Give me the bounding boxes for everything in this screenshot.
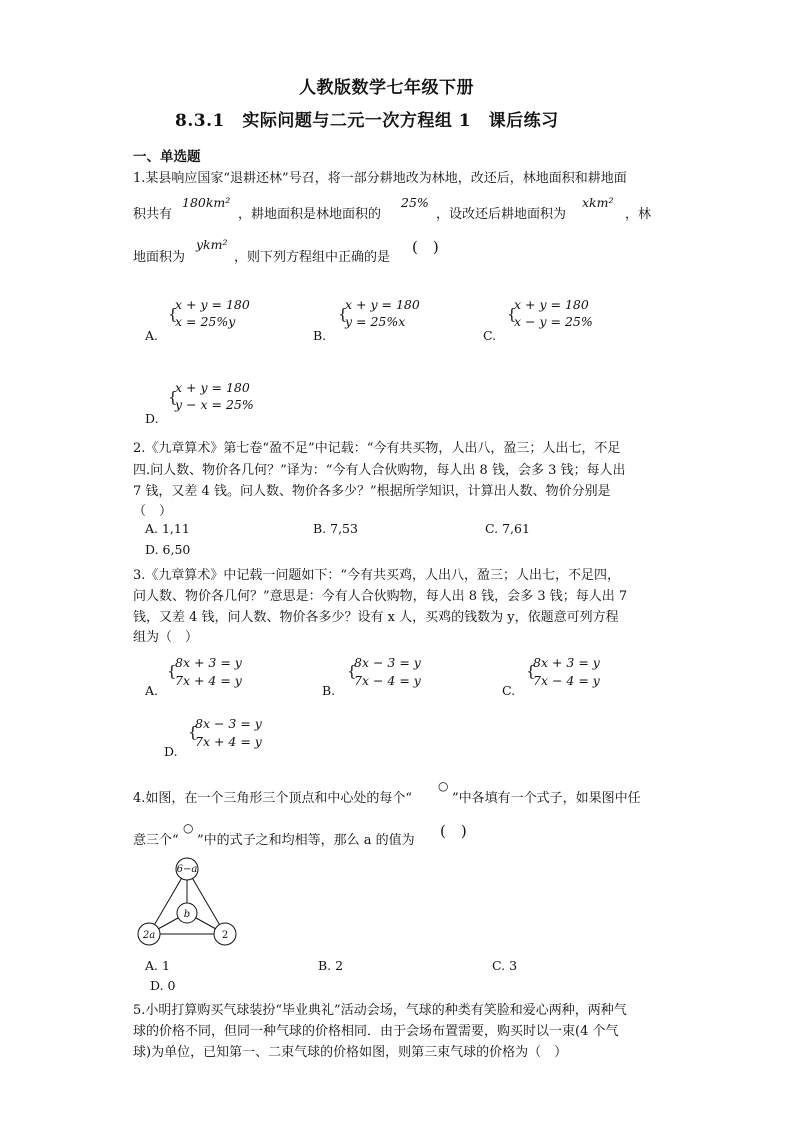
q4-line-2b: ”中的式子之和均相等，那么 a 的值为 <box>197 833 415 848</box>
option-label: C. <box>502 683 516 698</box>
q4-line-2a: 意三个“ <box>133 833 179 848</box>
q1-answer-paren: ( ) <box>412 238 439 256</box>
option-label: C. <box>483 328 497 343</box>
q3-line-2: 问人数、物价各几何？”意思是：今有人合伙购物，每人出 8 钱，会多 3 钱；每人出 7 <box>133 589 628 604</box>
equation-2: 7x + 4 = y <box>195 734 262 749</box>
equation-2: y = 25%x <box>345 314 406 329</box>
circle-symbol-icon: ○ <box>183 821 194 835</box>
q1-line-2c: ，设改还后耕地面积为 <box>436 207 567 222</box>
q2-option-d[interactable]: D. 6,50 <box>145 542 191 557</box>
brace-icon: { <box>188 723 198 741</box>
q5-line-1: 5.小明打算购买气球装扮“毕业典礼”活动会场，气球的种类有笑脸和爱心两种，两种气 <box>133 1003 627 1018</box>
q4-answer-paren: ( ) <box>440 822 467 840</box>
equation-1: x + y = 180 <box>345 297 420 312</box>
q2-line-2: 四.问人数、物价各几何？”译为：“今有人合伙购物，每人出 8 钱，会多 3 钱；每人出 <box>133 463 626 478</box>
right-vertex-label: 2 <box>221 930 229 941</box>
q2-line-1: 2.《九章算术》第七卷“盈不足”中记载：“今有共买物，人出八，盈三；人出七，不足 <box>133 441 621 456</box>
option-label: B. <box>313 328 327 343</box>
left-vertex-label: 2a <box>142 930 156 941</box>
triangle-figure <box>133 852 243 952</box>
q2-option-a[interactable]: A. 1,11 <box>145 521 190 536</box>
q1-line-3b: ，则下列方程组中正确的是 <box>234 250 391 265</box>
circle-symbol-icon: ○ <box>438 779 449 793</box>
q2-option-b[interactable]: B. 7,53 <box>313 521 358 536</box>
q1-line-1: 1.某县响应国家“退耕还林”号召，将一部分耕地改为林地，改还后，林地面积和耕地面 <box>133 171 627 186</box>
q1-line-2d: ，林 <box>625 207 652 222</box>
brace-icon: { <box>507 305 517 323</box>
q4-option-c[interactable]: C. 3 <box>492 958 518 973</box>
top-vertex-label: 6−a <box>176 864 198 875</box>
equation-1: 8x − 3 = y <box>195 716 262 731</box>
equation-1: 8x + 3 = y <box>533 655 600 670</box>
q5-line-3: 球)为单位，已知第一、二束气球的价格如图，则第三束气球的价格为（ ） <box>133 1045 568 1060</box>
option-label: B. <box>322 683 336 698</box>
brace-icon: { <box>347 662 357 680</box>
equation-1: x + y = 180 <box>175 297 250 312</box>
equation-2: 7x − 4 = y <box>354 673 421 688</box>
q3-line-4: 组为（ ） <box>133 630 199 645</box>
equation-2: x = 25%y <box>175 314 236 329</box>
q3-line-1: 3.《九章算术》中记载一问题如下：“今有共买鸡，人出八，盈三；人出七，不足四， <box>133 568 621 583</box>
q2-option-c[interactable]: C. 7,61 <box>485 521 530 536</box>
q4-line-1b: ”中各填有一个式子，如果图中任 <box>452 791 641 806</box>
brace-icon: { <box>338 305 348 323</box>
equation-1: 8x + 3 = y <box>175 655 242 670</box>
equation-1: 8x − 3 = y <box>354 655 421 670</box>
q4-option-d[interactable]: D. 0 <box>150 978 176 993</box>
equation-2: x − y = 25% <box>514 314 593 329</box>
brace-icon: { <box>167 662 177 680</box>
brace-icon: { <box>168 305 178 323</box>
q4-line-1a: 4.如图，在一个三角形三个顶点和中心处的每个“ <box>133 791 413 806</box>
q5-line-2: 球的价格不同，但同一种气球的价格相同．由于会场布置需要，购买时以一束(4 个气 <box>133 1024 619 1039</box>
equation-1: x + y = 180 <box>514 297 589 312</box>
q1-line-2b: ，耕地面积是林地面积的 <box>238 207 382 222</box>
q1-line-2a: 积共有 <box>133 207 173 222</box>
equation-2: y − x = 25% <box>175 397 254 412</box>
option-label: D. <box>145 411 159 426</box>
equation-1: x + y = 180 <box>175 380 250 395</box>
q4-option-b[interactable]: B. 2 <box>318 958 344 973</box>
option-label: A. <box>145 328 159 343</box>
equation-2: 7x + 4 = y <box>175 673 242 688</box>
q1-math-percent: 25% <box>401 195 429 210</box>
equation-2: 7x − 4 = y <box>533 673 600 688</box>
q4-option-a[interactable]: A. 1 <box>145 958 170 973</box>
brace-icon: { <box>168 388 178 406</box>
center-label: b <box>183 909 191 920</box>
q1-math-y: ykm² <box>196 237 228 252</box>
q1-math-x: xkm² <box>582 195 614 210</box>
brace-icon: { <box>526 662 536 680</box>
page-subtitle: 8.3.1 实际问题与二元一次方程组 1 课后练习 <box>175 111 559 131</box>
section-heading: 一、单选题 <box>133 149 201 165</box>
option-label: A. <box>145 683 159 698</box>
q2-line-3: 7 钱，又差 4 钱。问人数、物价各多少？”根据所学知识，计算出人数、物价分别是 <box>133 484 611 499</box>
q1-math-area: 180km² <box>182 195 231 210</box>
q3-line-3: 钱，又差 4 钱，问人数、物价各多少？设有 x 人，买鸡的钱数为 y，依题意可列方程 <box>133 610 619 625</box>
option-label: D. <box>164 744 178 759</box>
q1-line-3a: 地面积为 <box>133 250 186 265</box>
page-title: 人教版数学七年级下册 <box>299 78 474 98</box>
q2-line-4: （ ） <box>133 504 173 519</box>
